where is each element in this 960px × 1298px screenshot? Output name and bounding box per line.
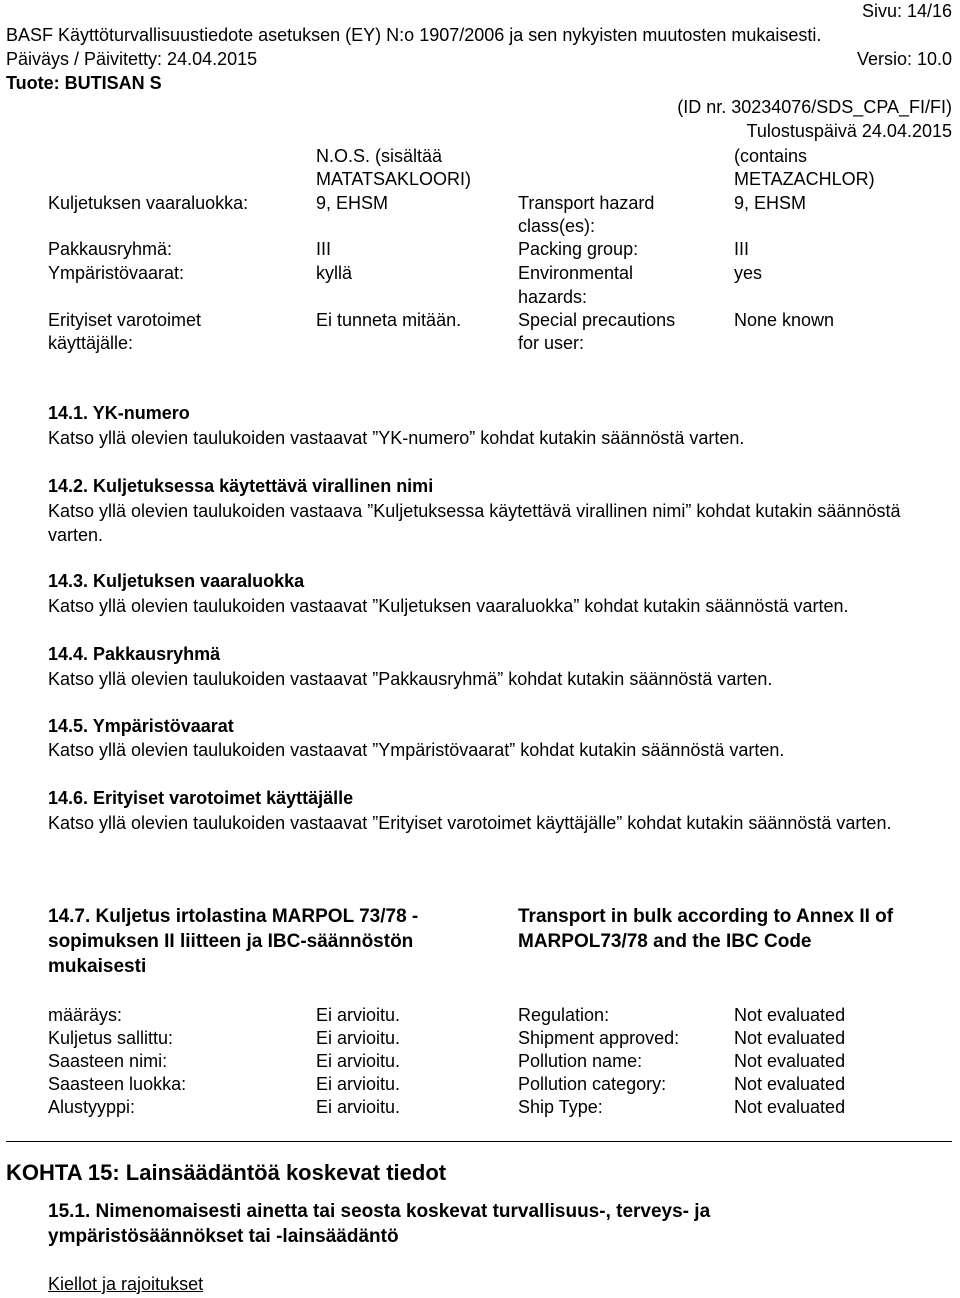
section-14-2-title: 14.2. Kuljetuksessa käytettävä virallinen nimi xyxy=(48,476,434,496)
marpol-value-en: Not evaluated xyxy=(734,1028,846,1048)
row-value-fi: 9, EHSM xyxy=(316,193,389,213)
marpol-label-en: Shipment approved: xyxy=(518,1028,680,1048)
row-label-en-cont: hazards: xyxy=(518,287,588,307)
marpol-label-en: Ship Type: xyxy=(518,1097,603,1117)
marpol-value-en: Not evaluated xyxy=(734,1005,846,1025)
marpol-value-fi: Ei arvioitu. xyxy=(316,1051,401,1071)
section-14-1-text: Katso yllä olevien taulukoiden vastaavat ”YK-numero” kohdat kutakin säännöstä varten. xyxy=(48,428,745,448)
section-15-title: KOHTA 15: Lainsäädäntöä koskevat tiedot xyxy=(6,1160,447,1185)
marpol-label-fi: Saasteen luokka: xyxy=(48,1074,187,1094)
row-label-en-cont: for user: xyxy=(518,333,585,353)
marpol-value-fi: Ei arvioitu. xyxy=(316,1005,401,1025)
section-14-4-text: Katso yllä olevien taulukoiden vastaavat ”Pakkausryhmä” kohdat kutakin säännöstä varten. xyxy=(48,669,773,689)
marpol-title-en: Transport in bulk according to Annex II of MARPOL73/78 and the IBC Code xyxy=(518,906,894,952)
section-14-5-title: 14.5. Ympäristövaarat xyxy=(48,716,234,736)
name-en-line1: (contains xyxy=(734,146,808,166)
row-value-en: III xyxy=(734,239,750,259)
row-value-fi: kyllä xyxy=(316,263,353,283)
section-15-1-title: 15.1. Nimenomaisesti ainetta tai seosta koskevat turvallisuus-, terveys- ja ympäristösäännökset tai -lainsäädäntö xyxy=(48,1201,711,1247)
row-label-en: Environmental xyxy=(518,263,634,283)
marpol-value-en: Not evaluated xyxy=(734,1051,846,1071)
restrictions-link[interactable]: Kiellot ja rajoitukset xyxy=(48,1274,204,1294)
marpol-value-fi: Ei arvioitu. xyxy=(316,1074,401,1094)
print-date-header: Tulostuspäivä 24.04.2015 xyxy=(746,121,952,141)
marpol-label-fi: Saasteen nimi: xyxy=(48,1051,168,1071)
row-label-fi: Ympäristövaarat: xyxy=(48,263,185,283)
marpol-label-fi: Alustyyppi: xyxy=(48,1097,136,1117)
name-en-line2: METAZACHLOR) xyxy=(734,169,875,189)
marpol-label-en: Pollution name: xyxy=(518,1051,643,1071)
name-fi-line2: MATATSAKLOORI) xyxy=(316,169,472,189)
row-label-en: Special precautions xyxy=(518,310,676,330)
section-14-5-text: Katso yllä olevien taulukoiden vastaavat ”Ympäristövaarat” kohdat kutakin säännöstä varten. xyxy=(48,740,785,760)
section-14-3-title: 14.3. Kuljetuksen vaaraluokka xyxy=(48,571,305,591)
marpol-label-fi: määräys: xyxy=(48,1005,123,1025)
section-14-4-title: 14.4. Pakkausryhmä xyxy=(48,644,221,664)
marpol-value-fi: Ei arvioitu. xyxy=(316,1097,401,1117)
row-value-en: 9, EHSM xyxy=(734,193,807,213)
row-label-fi-cont: käyttäjälle: xyxy=(48,333,134,353)
marpol-label-en: Pollution category: xyxy=(518,1074,667,1094)
section-14-6-title: 14.6. Erityiset varotoimet käyttäjälle xyxy=(48,788,354,808)
row-label-fi: Pakkausryhmä: xyxy=(48,239,173,259)
marpol-label-en: Regulation: xyxy=(518,1005,610,1025)
marpol-value-en: Not evaluated xyxy=(734,1074,846,1094)
row-label-en: Packing group: xyxy=(518,239,639,259)
section-14-2-text: Katso yllä olevien taulukoiden vastaava ”Kuljetuksessa käytettävä virallinen nimi” kohdat kutakin säännöstä varten. xyxy=(48,501,901,545)
page-number: Sivu: 14/16 xyxy=(861,1,952,21)
id-header: (ID nr. 30234076/SDS_CPA_FI/FI) xyxy=(677,97,952,117)
product-header: Tuote: BUTISAN S xyxy=(6,73,162,93)
regulation-header: BASF Käyttöturvallisuustiedote asetuksen (EY) N:o 1907/2006 ja sen nykyisten muutosten mukaisesti. xyxy=(6,25,822,45)
section-14-3-text: Katso yllä olevien taulukoiden vastaavat ”Kuljetuksen vaaraluokka” kohdat kutakin säännöstä varten. xyxy=(48,596,849,616)
name-fi-line1: N.O.S. (sisältää xyxy=(316,146,443,166)
row-value-en: None known xyxy=(734,310,835,330)
row-value-en: yes xyxy=(734,263,763,283)
marpol-value-en: Not evaluated xyxy=(734,1097,846,1117)
row-value-fi: III xyxy=(316,239,332,259)
marpol-label-fi: Kuljetus sallittu: xyxy=(48,1028,174,1048)
row-label-fi: Kuljetuksen vaaraluokka: xyxy=(48,193,249,213)
row-label-en: Transport hazard xyxy=(518,193,655,213)
section-14-1-title: 14.1. YK-numero xyxy=(48,403,190,423)
section-divider xyxy=(6,1141,952,1142)
row-label-fi: Erityiset varotoimet xyxy=(48,310,202,330)
row-value-fi: Ei tunneta mitään. xyxy=(316,310,462,330)
section-14-6-text: Katso yllä olevien taulukoiden vastaavat ”Erityiset varotoimet käyttäjälle” kohdat kutakin säännöstä varten. xyxy=(48,813,892,833)
date-header: Päiväys / Päivitetty: 24.04.2015 xyxy=(6,49,258,69)
marpol-value-fi: Ei arvioitu. xyxy=(316,1028,401,1048)
marpol-title-fi: 14.7. Kuljetus irtolastina MARPOL 73/78 -sopimuksen II liitteen ja IBC-säännöstön mukaisesti xyxy=(48,906,419,977)
version-header: Versio: 10.0 xyxy=(856,49,952,69)
row-label-en-cont: class(es): xyxy=(518,216,596,236)
